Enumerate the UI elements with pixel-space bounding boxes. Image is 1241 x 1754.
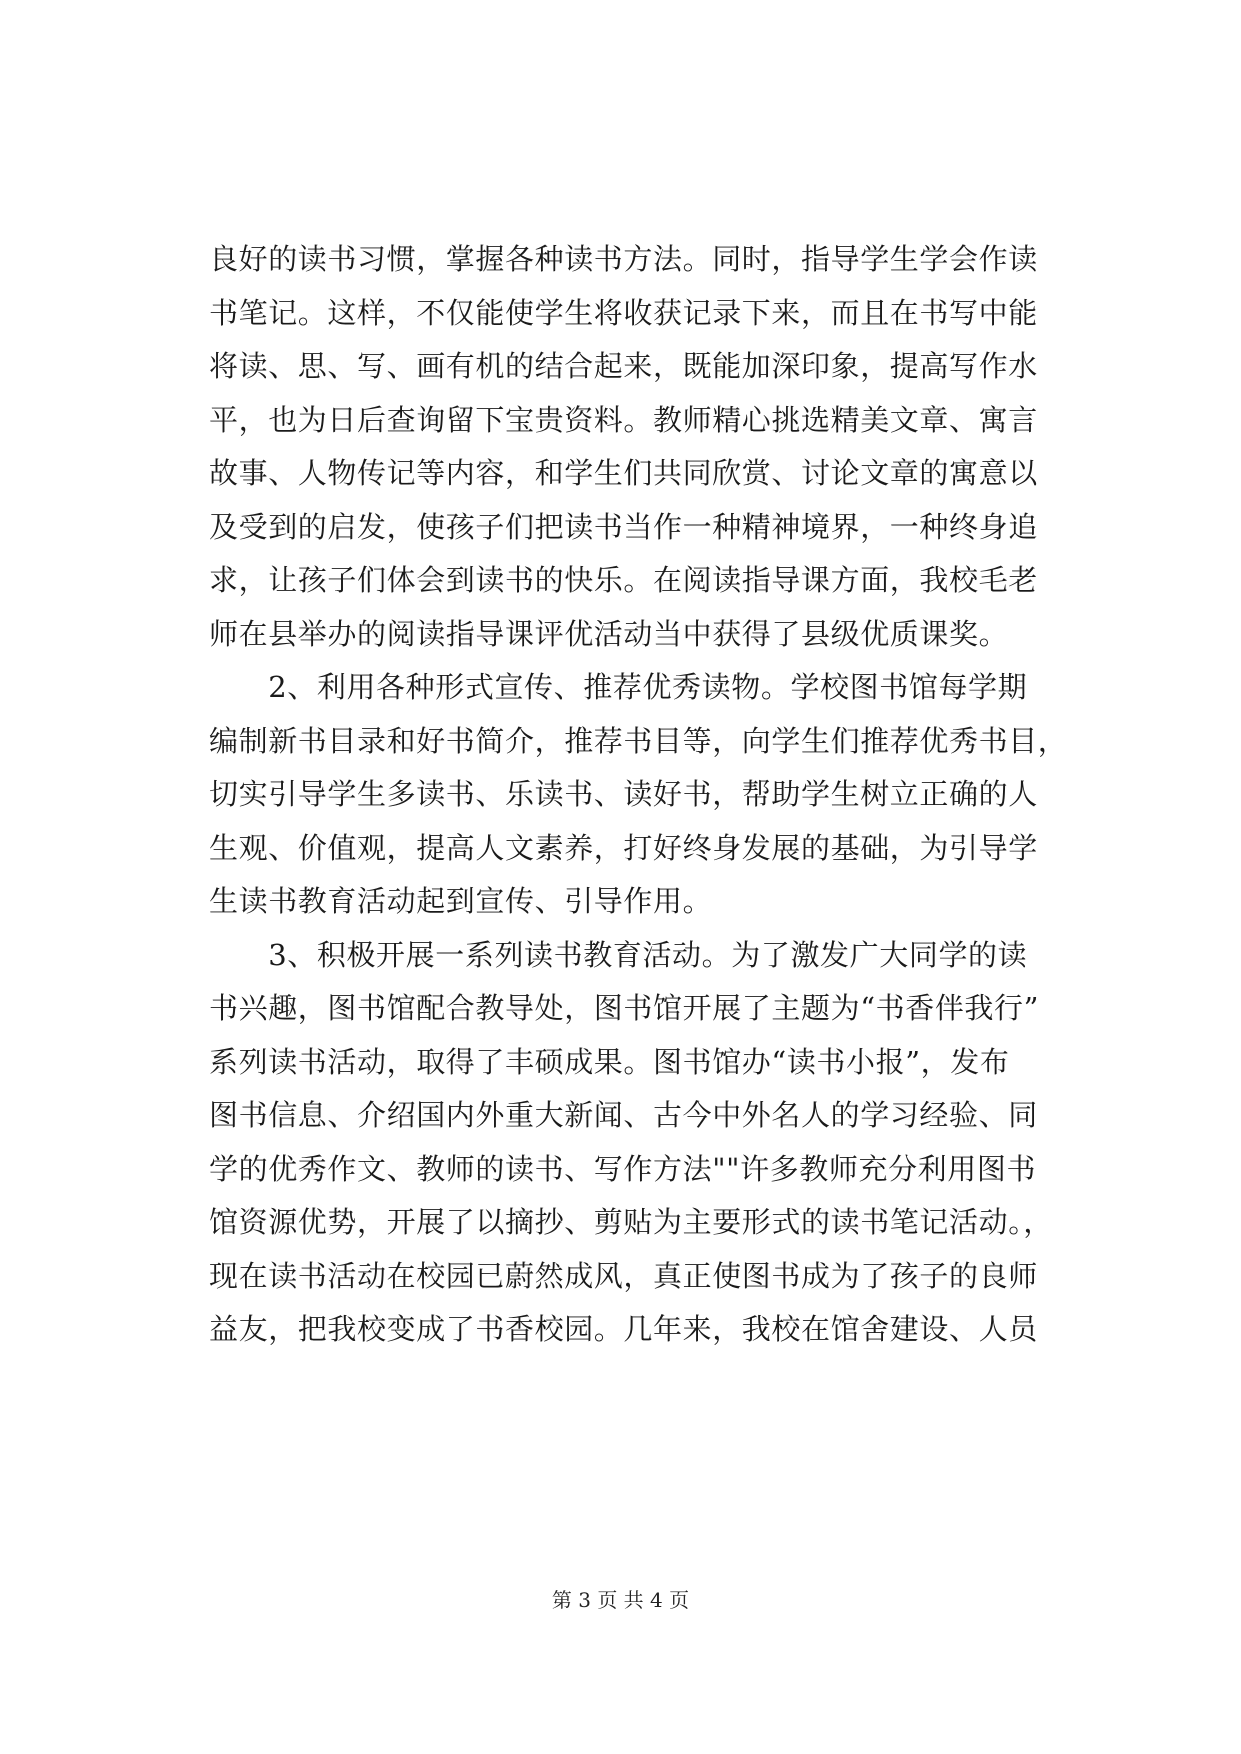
text-line-2: 书笔记。这样，不仅能使学生将收获记录下来，而且在书写中能 (209, 295, 1038, 330)
text-line-10: 编制新书目录和好书简介，推荐书目等，向学生们推荐优秀书目， (209, 723, 1068, 758)
text-line-1: 良好的读书习惯，掌握各种读书方法。同时，指导学生学会作读 (209, 242, 1038, 276)
text-line-8: 师在县举办的阅读指导课评优活动当中获得了县级优质课奖。 (209, 616, 1009, 651)
text-line-5: 故事、人物传记等内容，和学生们共同欣赏、讨论文章的寓意以 (209, 456, 1038, 490)
text-line-17: 图书信息、介绍国内外重大新闻、古今中外名人的学习经验、同 (209, 1098, 1038, 1132)
body-text (209, 233, 1079, 1357)
text-line-4: 平，也为日后查询留下宝贵资料。教师精心挑选精美文章、寓言 (209, 402, 1038, 437)
text-line-20: 现在读书活动在校园已蔚然成风，真正使图书成为了孩子的良师 (209, 1258, 1038, 1293)
text-line-9: 2、利用各种形式宣传、推荐优秀读物。学校图书馆每学期 (209, 670, 1028, 704)
page-number-footer: 第 3 页 共 4 页 (551, 1588, 690, 1612)
text-line-16: 系列读书活动，取得了丰硕成果。图书馆办“读书小报”，发布 (209, 1044, 1010, 1079)
text-line-21: 益友，把我校变成了书香校园。几年来，我校在馆舍建设、人员 (209, 1312, 1038, 1346)
text-line-18: 学的优秀作文、教师的读书、写作方法""许多教师充分利用图书 (209, 1151, 1037, 1186)
text-line-7: 求，让孩子们体会到读书的快乐。在阅读指导课方面，我校毛老 (209, 563, 1038, 597)
text-line-13: 生读书教育活动起到宣传、引导作用。 (209, 884, 713, 918)
text-line-6: 及受到的启发，使孩子们把读书当作一种精神境界，一种终身追 (209, 509, 1038, 544)
text-line-12: 生观、价值观，提高人文素养，打好终身发展的基础，为引导学 (209, 830, 1038, 865)
text-line-19: 馆资源优势，开展了以摘抄、剪贴为主要形式的读书笔记活动。， (209, 1205, 1053, 1239)
text-line-11: 切实引导学生多读书、乐读书、读好书，帮助学生树立正确的人 (209, 777, 1038, 811)
text-line-3: 将读、思、写、画有机的结合起来，既能加深印象，提高写作水 (209, 349, 1038, 383)
text-line-14: 3、积极开展一系列读书教育活动。为了激发广大同学的读 (209, 937, 1028, 972)
text-line-15: 书兴趣，图书馆配合教导处，图书馆开展了主题为“书香伴我行” (209, 991, 1040, 1025)
